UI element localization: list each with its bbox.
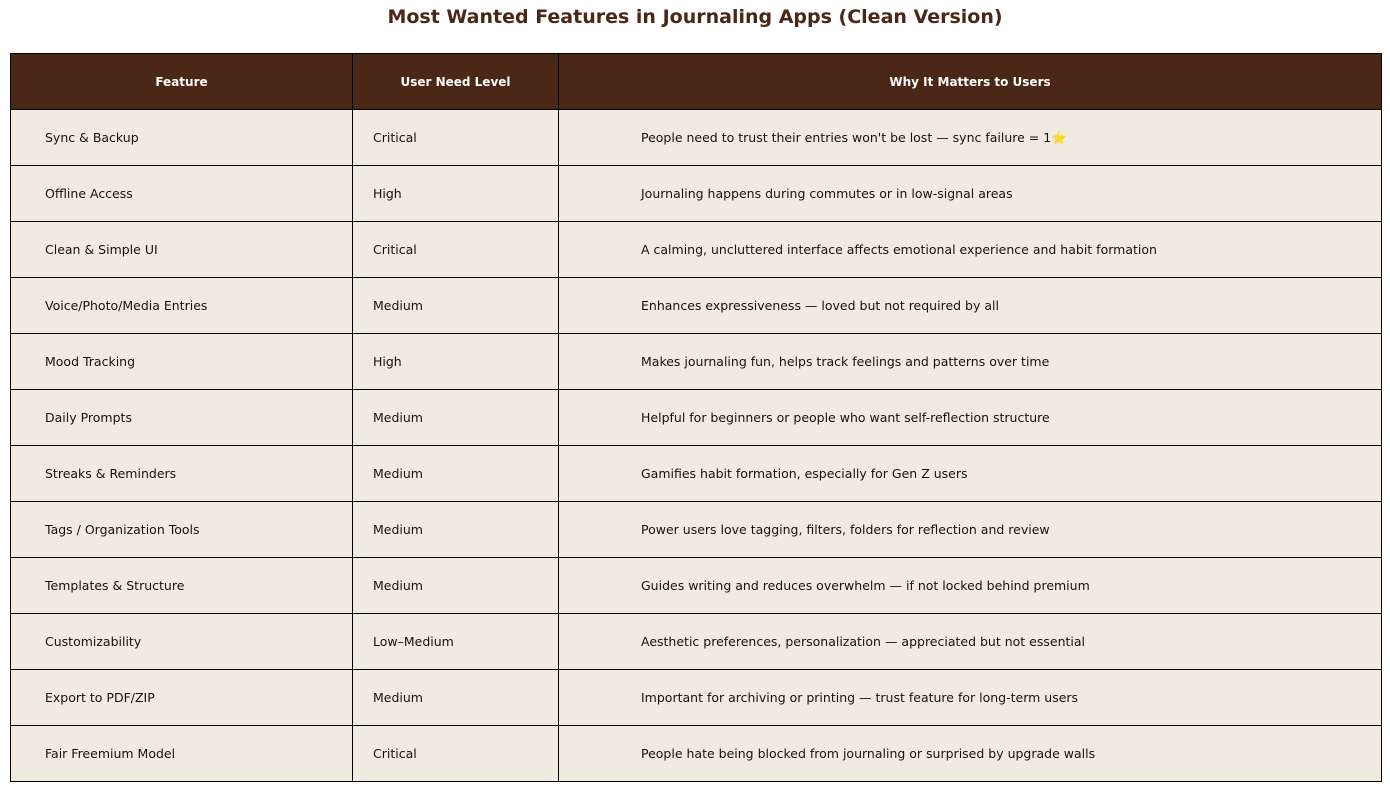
feature-cell: Mood Tracking — [11, 334, 353, 390]
table-row — [11, 222, 1382, 278]
table-row — [11, 110, 1382, 166]
feature-cell: Fair Freemium Model — [11, 726, 353, 782]
why-cell: Helpful for beginners or people who want self-reflection structure — [559, 390, 1382, 446]
why-cell: Aesthetic preferences, personalization — appreciated but not essential — [559, 614, 1382, 670]
why-cell: Gamifies habit formation, especially for Gen Z users — [559, 446, 1382, 502]
feature-cell: Customizability — [11, 614, 353, 670]
table-row — [11, 446, 1382, 502]
table-row — [11, 166, 1382, 222]
feature-cell: Voice/Photo/Media Entries — [11, 278, 353, 334]
table-row — [11, 502, 1382, 558]
need-level-cell: Critical — [353, 222, 559, 278]
need-level-cell: Critical — [353, 110, 559, 166]
feature-cell: Templates & Structure — [11, 558, 353, 614]
need-level-cell: Medium — [353, 558, 559, 614]
table-row — [11, 278, 1382, 334]
why-cell: Journaling happens during commutes or in low-signal areas — [559, 166, 1382, 222]
header-why-it-matters: Why It Matters to Users — [559, 54, 1382, 110]
feature-cell: Daily Prompts — [11, 390, 353, 446]
need-level-cell: Medium — [353, 502, 559, 558]
feature-cell: Tags / Organization Tools — [11, 502, 353, 558]
feature-cell: Offline Access — [11, 166, 353, 222]
table-title: Most Wanted Features in Journaling Apps (Clean Version) — [387, 6, 1003, 28]
why-cell: Important for archiving or printing — trust feature for long-term users — [559, 670, 1382, 726]
need-level-cell: High — [353, 334, 559, 390]
feature-cell: Export to PDF/ZIP — [11, 670, 353, 726]
why-cell: People hate being blocked from journaling or surprised by upgrade walls — [559, 726, 1382, 782]
header-row — [11, 54, 1382, 110]
need-level-cell: Medium — [353, 670, 559, 726]
need-level-cell: Low–Medium — [353, 614, 559, 670]
need-level-cell: High — [353, 166, 559, 222]
why-cell: Guides writing and reduces overwhelm — if not locked behind premium — [559, 558, 1382, 614]
why-cell: Makes journaling fun, helps track feelings and patterns over time — [559, 334, 1382, 390]
need-level-cell: Medium — [353, 278, 559, 334]
table-row — [11, 558, 1382, 614]
table-row — [11, 614, 1382, 670]
why-cell: Power users love tagging, filters, folders for reflection and review — [559, 502, 1382, 558]
table-row — [11, 334, 1382, 390]
features-table — [10, 53, 1382, 782]
need-level-cell: Medium — [353, 390, 559, 446]
feature-cell: Streaks & Reminders — [11, 446, 353, 502]
header-user-need-level: User Need Level — [353, 54, 559, 110]
why-cell: Enhances expressiveness — loved but not required by all — [559, 278, 1382, 334]
need-level-cell: Medium — [353, 446, 559, 502]
need-level-cell: Critical — [353, 726, 559, 782]
header-feature: Feature — [11, 54, 353, 110]
table-row — [11, 726, 1382, 782]
table-row — [11, 390, 1382, 446]
feature-cell: Clean & Simple UI — [11, 222, 353, 278]
why-cell: A calming, uncluttered interface affects emotional experience and habit formation — [559, 222, 1382, 278]
why-cell: People need to trust their entries won't be lost — sync failure = 1⭐ — [559, 110, 1382, 166]
feature-cell: Sync & Backup — [11, 110, 353, 166]
table-row — [11, 670, 1382, 726]
